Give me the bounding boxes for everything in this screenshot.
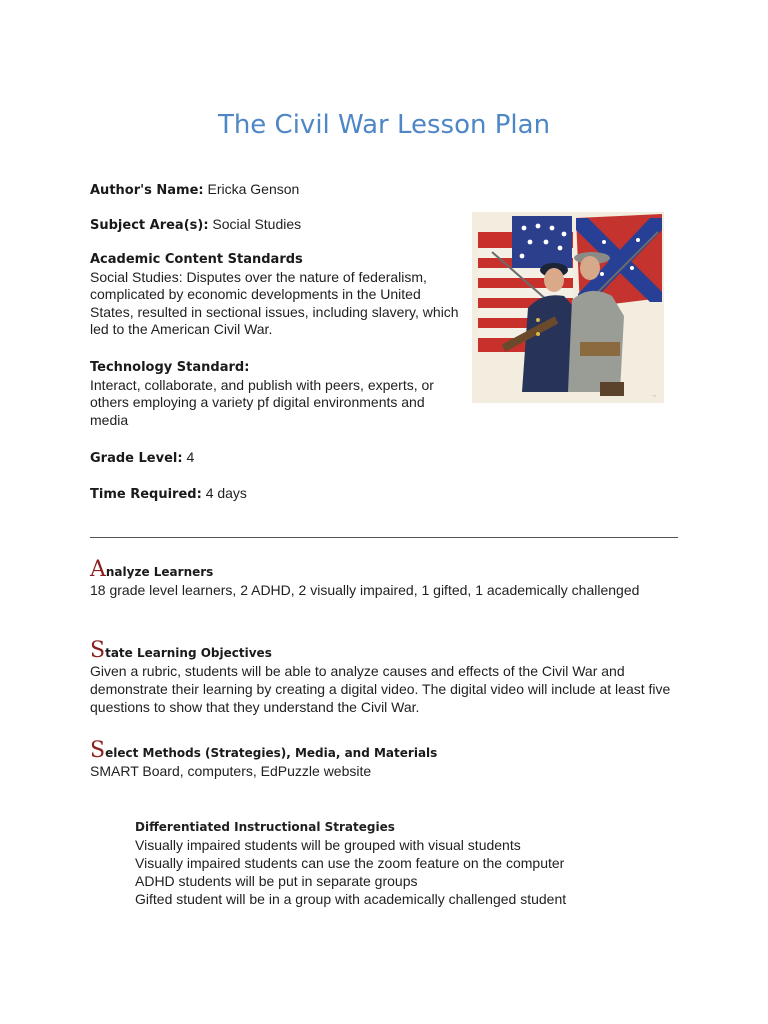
content-standards xyxy=(90,251,462,339)
technology-standard-label: Technology Standard: xyxy=(90,360,250,375)
author-value: Ericka Genson xyxy=(207,181,300,197)
objectives-drop-cap: S xyxy=(90,638,106,663)
methods-section xyxy=(90,738,690,780)
strategy-item: Visually impaired students will be grouped with visual students xyxy=(135,837,521,853)
content-standards-label: Academic Content Standards xyxy=(90,252,303,267)
time-value: 4 days xyxy=(205,485,247,501)
time-label: Time Required: xyxy=(90,487,202,502)
time-field xyxy=(90,484,247,504)
technology-standard-text: Interact, collaborate, and publish with peers, experts, or others employing a variety pf digital environments and media xyxy=(90,376,434,428)
learning-objectives-section xyxy=(90,638,690,716)
civil-war-soldiers-image xyxy=(472,212,664,403)
content-standards-text: Social Studies: Disputes over the nature of federalism, complicated by economic developments in the United States, resulted in sectional issues, including slavery, which led to the American Civil War. xyxy=(90,268,459,337)
strategy-item: Gifted student will be in a group with academically challenged student xyxy=(135,891,567,907)
analyze-text: 18 grade level learners, 2 ADHD, 2 visually impaired, 1 gifted, 1 academically challenged xyxy=(90,582,640,598)
subject-label: Subject Area(s): xyxy=(90,218,209,233)
grade-field xyxy=(90,448,194,468)
analyze-learners-section xyxy=(90,557,690,599)
grade-label: Grade Level: xyxy=(90,451,183,466)
page-title: The Civil War Lesson Plan xyxy=(217,110,551,140)
strategy-item: Visually impaired students can use the zoom feature on the computer xyxy=(135,855,565,871)
methods-text: SMART Board, computers, EdPuzzle website xyxy=(90,763,372,779)
section-divider xyxy=(90,537,678,538)
methods-heading: elect Methods (Strategies), Media, and Materials xyxy=(105,746,438,760)
differentiated-strategies xyxy=(135,818,695,908)
subject-value: Social Studies xyxy=(212,216,302,232)
differentiated-title: Differentiated Instructional Strategies xyxy=(135,820,395,834)
svg-text:~: ~ xyxy=(652,394,656,400)
methods-drop-cap: S xyxy=(90,738,106,763)
author-field xyxy=(90,180,299,200)
technology-standard xyxy=(90,359,462,429)
subject-field xyxy=(90,215,301,235)
strategy-item: ADHD students will be put in separate groups xyxy=(135,873,418,889)
analyze-heading: nalyze Learners xyxy=(105,565,214,579)
grade-value: 4 xyxy=(186,449,195,465)
author-label: Author's Name: xyxy=(90,183,204,198)
analyze-drop-cap: A xyxy=(90,557,106,582)
soldiers-illustration xyxy=(472,212,664,403)
objectives-heading: tate Learning Objectives xyxy=(105,646,272,660)
objectives-text: Given a rubric, students will be able to analyze causes and effects of the Civil War and demonstrate their learning by creating a digital video. The digital video will include at least five questions to show that they understand the Civil War. xyxy=(90,663,671,715)
